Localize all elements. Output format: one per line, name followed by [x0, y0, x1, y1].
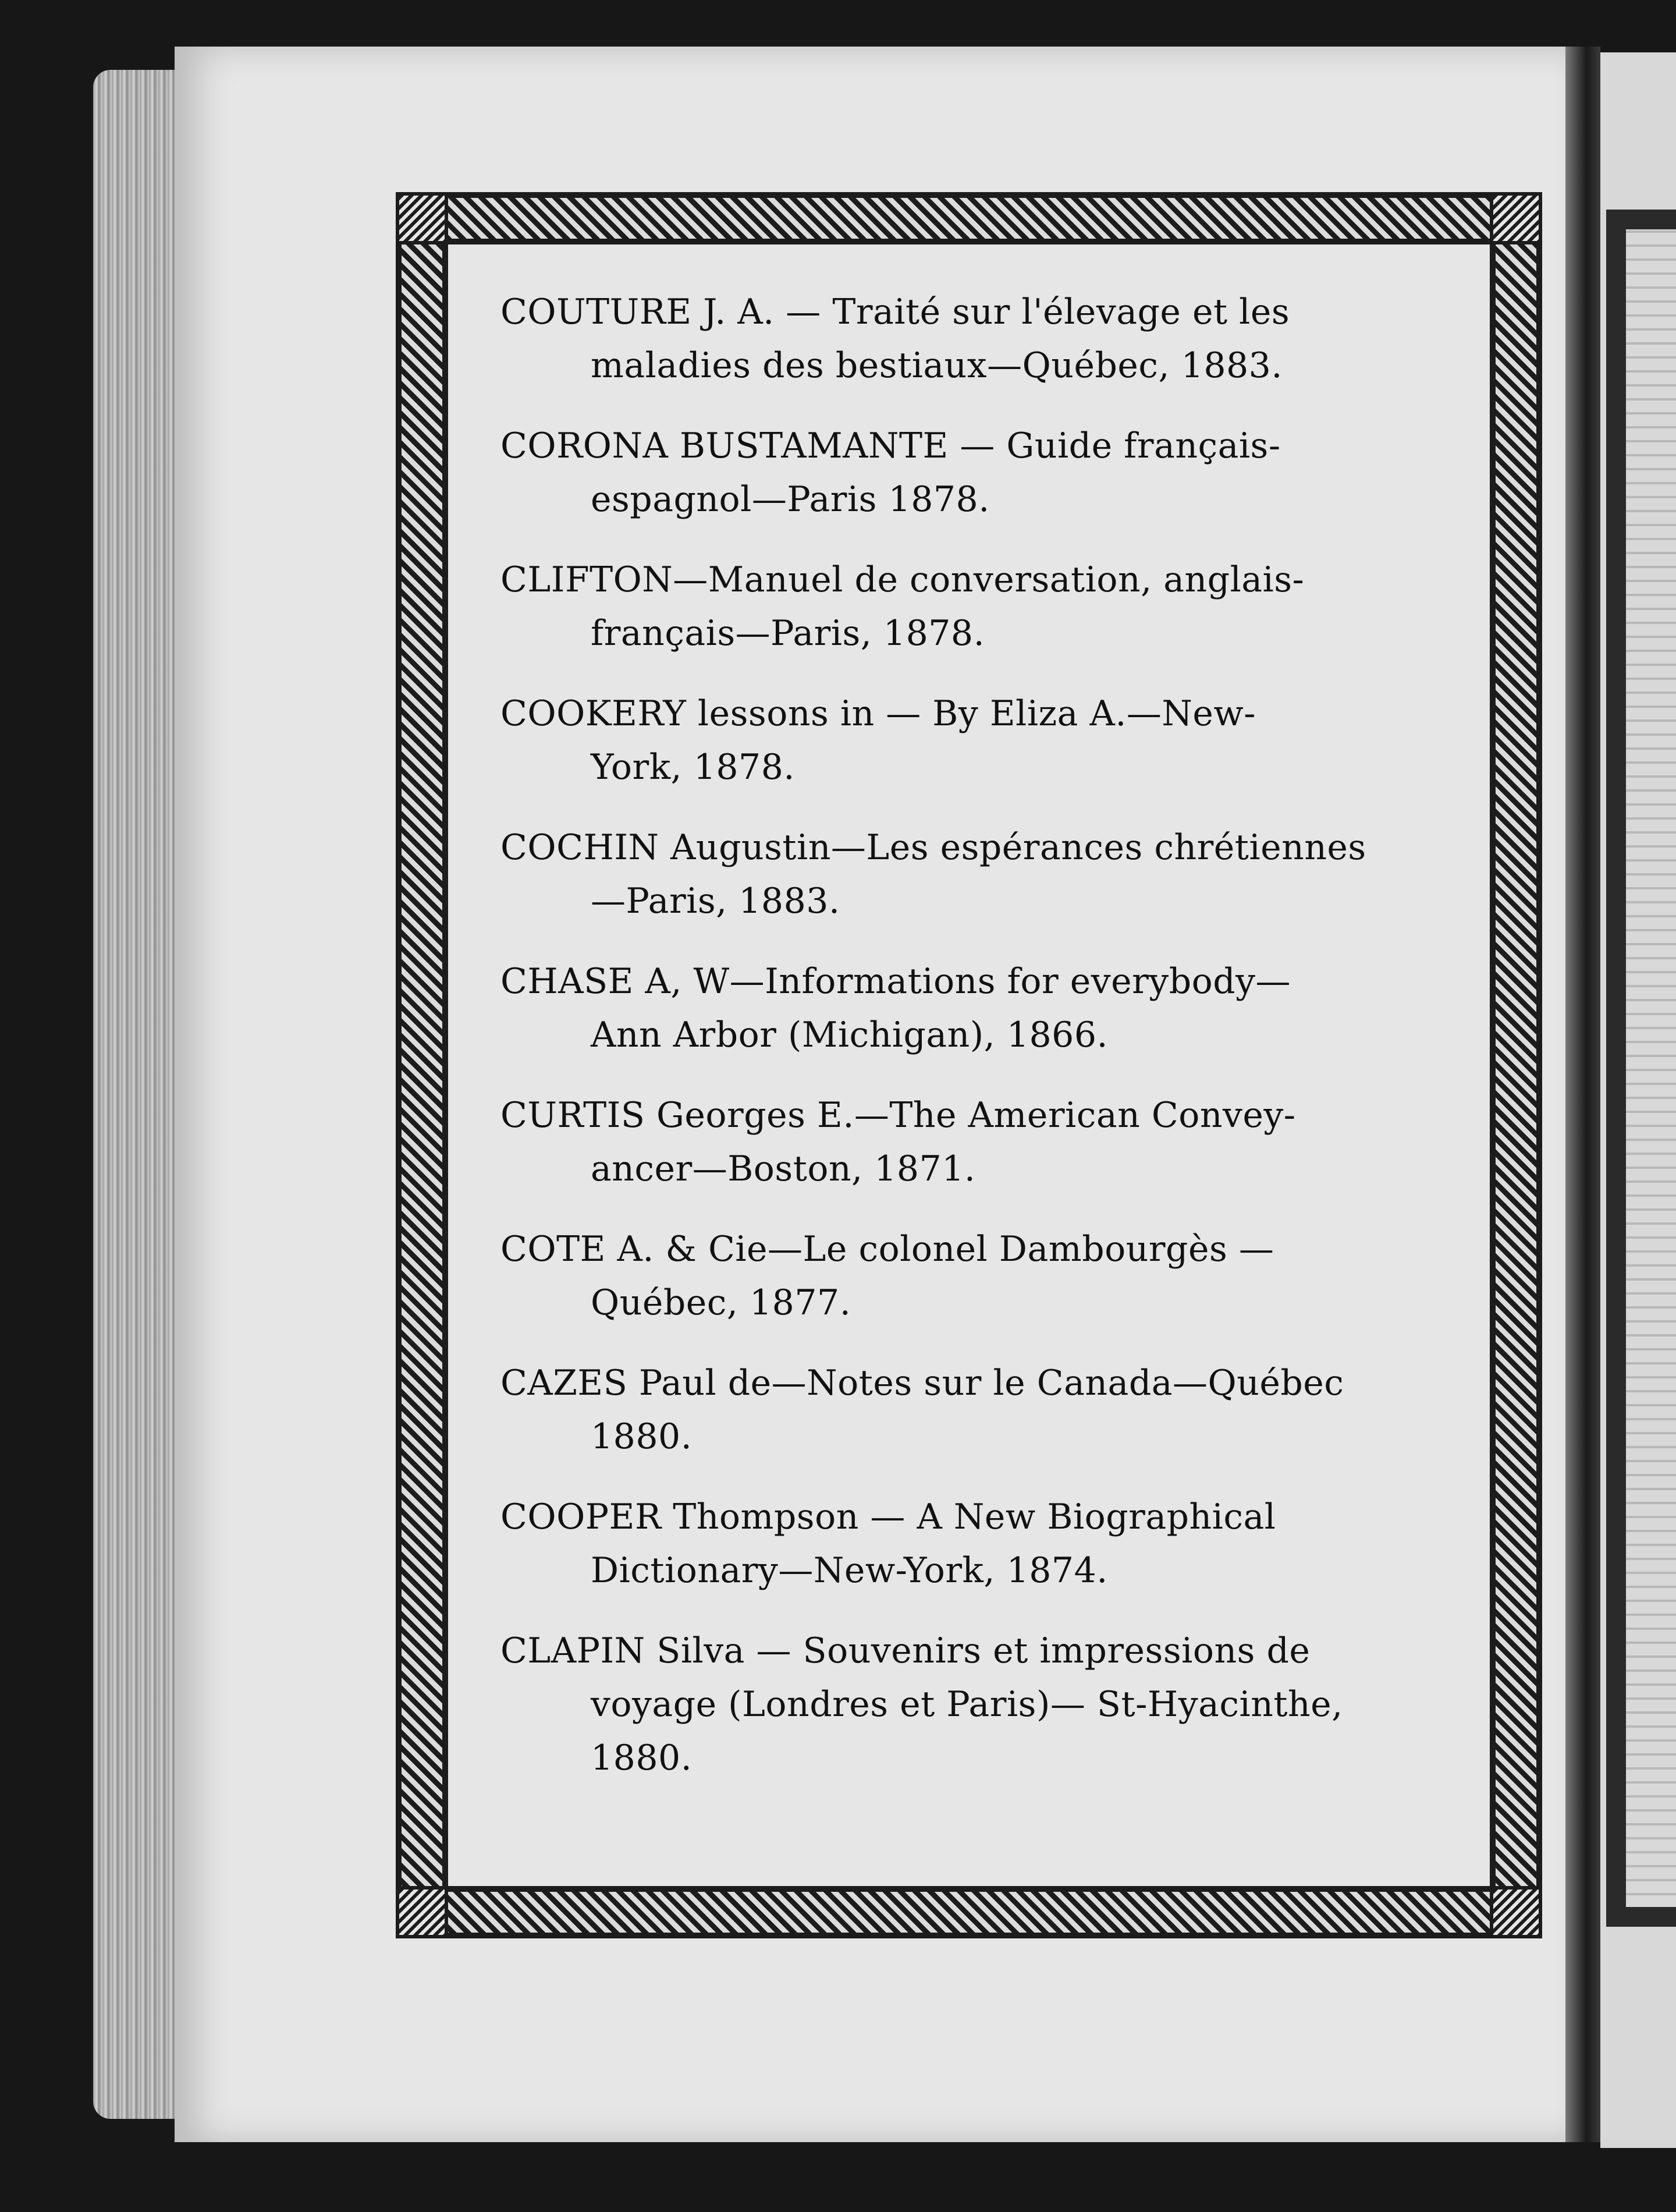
bibliography-entry: [500, 1222, 1443, 1330]
bibliography-entry: [500, 1624, 1443, 1785]
entry-line: 1880.: [591, 1416, 693, 1457]
entry-line: Ann Arbor (Michigan), 1866.: [591, 1015, 1109, 1055]
corner-ornament-top-left: [396, 192, 448, 244]
entry-line: 1880.: [591, 1738, 693, 1778]
entry-line: CLIFTON—Manuel de conversation, anglais-: [500, 559, 1305, 600]
bibliography-entry: [500, 1089, 1443, 1196]
entry-line: ancer—Boston, 1871.: [591, 1148, 976, 1189]
entry-line: York, 1878.: [591, 747, 795, 788]
entry-line: voyage (Londres et Paris)— St-Hyacinthe,: [591, 1684, 1343, 1725]
bibliography-list: [500, 285, 1443, 1857]
entry-line: COUTURE J. A. — Traité sur l'élevage et les: [500, 292, 1290, 332]
entry-line: COOPER Thompson — A New Biographical: [500, 1497, 1276, 1537]
corner-ornament-bottom-left: [396, 1886, 448, 1938]
entry-line: CHASE A, W—Informations for everybody—: [500, 961, 1291, 1002]
entry-line: Québec, 1877.: [591, 1282, 851, 1323]
entry-line: COOKERY lessons in — By Eliza A.—New-: [500, 693, 1256, 734]
bibliography-entry: [500, 1356, 1443, 1463]
entry-line: espagnol—Paris 1878.: [591, 479, 990, 520]
bibliography-entry: [500, 419, 1443, 526]
bibliography-entry: [500, 821, 1443, 928]
entry-line: français—Paris, 1878.: [591, 613, 985, 654]
entry-line: CURTIS Georges E.—The American Convey-: [500, 1095, 1296, 1136]
entry-line: CLAPIN Silva — Souvenirs et impressions de: [500, 1630, 1311, 1671]
entry-line: CAZES Paul de—Notes sur le Canada—Québec: [500, 1363, 1344, 1403]
entry-line: Dictionary—New-York, 1874.: [591, 1550, 1108, 1591]
entry-line: —Paris, 1883.: [591, 881, 840, 921]
corner-ornament-top-right: [1490, 192, 1542, 244]
corner-ornament-bottom-right: [1490, 1886, 1542, 1938]
bibliography-entry: [500, 1490, 1443, 1597]
bibliography-entry: [500, 285, 1443, 392]
bibliography-entry: [500, 687, 1443, 794]
facing-page-border: [1606, 210, 1676, 1927]
entry-line: CORONA BUSTAMANTE — Guide français-: [500, 426, 1281, 466]
entry-line: COTE A. & Cie—Le colonel Dambourgès —: [500, 1229, 1274, 1270]
bibliography-entry: [500, 955, 1443, 1062]
bibliography-entry: [500, 553, 1443, 660]
book-gutter: [1565, 47, 1600, 2142]
entry-line: maladies des bestiaux—Québec, 1883.: [591, 345, 1283, 386]
entry-line: COCHIN Augustin—Les espérances chrétiennes: [500, 827, 1366, 868]
